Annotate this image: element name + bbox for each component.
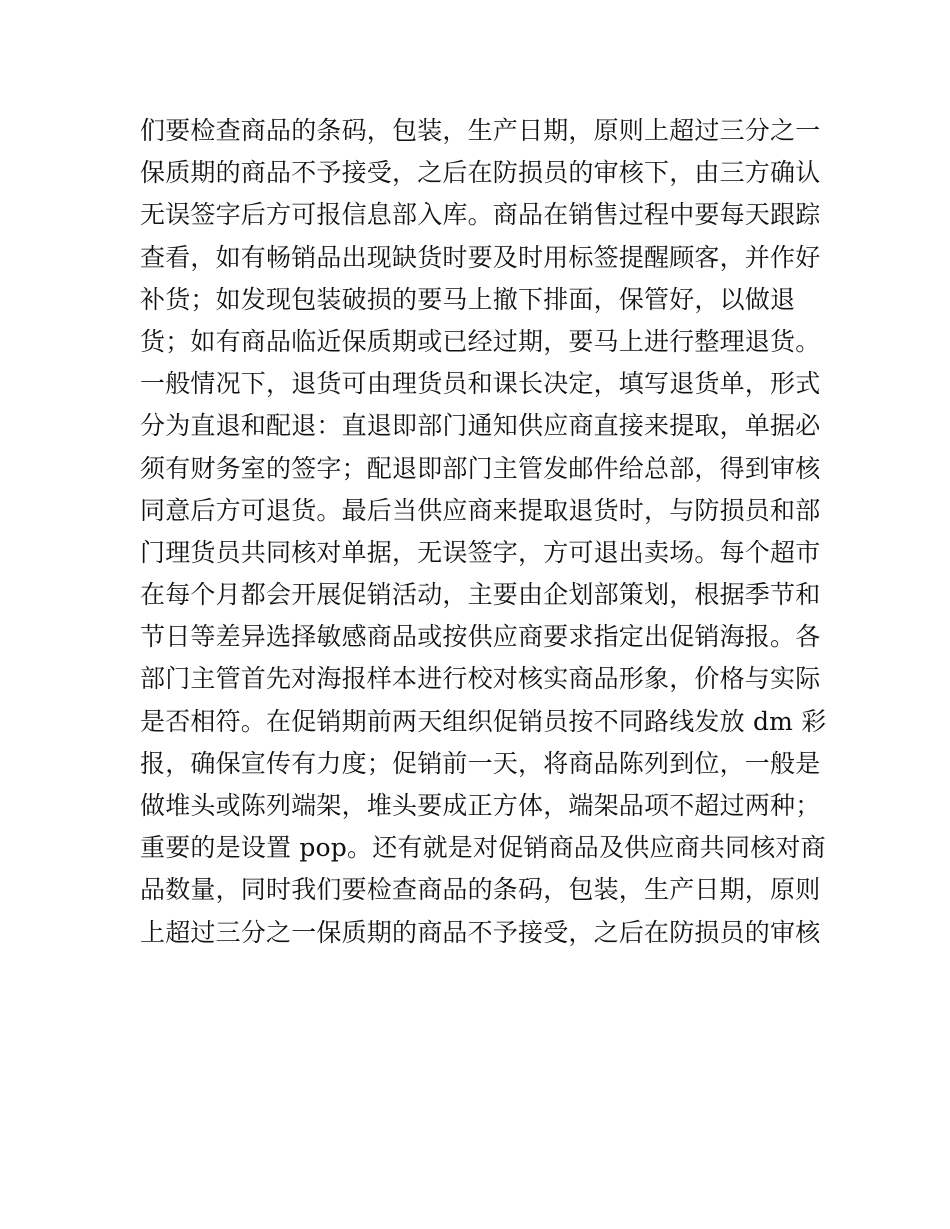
text-line: 无误签字后方可报信息部入库。商品在销售过程中要每天跟踪 xyxy=(140,200,821,230)
text-line: 同意后方可退货。最后当供应商来提取退货时，与防损员和部 xyxy=(140,495,821,525)
text-line: 门理货员共同核对单据，无误签字，方可退出卖场。每个超市 xyxy=(140,537,821,567)
text-line: 分为直退和配退：直退即部门通知供应商直接来提取，单据必 xyxy=(140,411,821,441)
text-line: 是否相符。在促销期前两天组织促销员按不同路线发放 dm 彩 xyxy=(140,706,827,736)
text-line: 节日等差异选择敏感商品或按供应商要求指定出促销海报。各 xyxy=(140,622,821,652)
text-line: 货；如有商品临近保质期或已经过期，要马上进行整理退货。 xyxy=(140,326,821,356)
text-line: 一般情况下，退货可由理货员和课长决定，填写退货单，形式 xyxy=(140,369,821,399)
text-line: 须有财务室的签字；配退即部门主管发邮件给总部，得到审核 xyxy=(140,453,821,483)
text-line: 保质期的商品不予接受，之后在防损员的审核下，由三方确认 xyxy=(140,158,821,188)
text-line: 重要的是设置 pop。还有就是对促销商品及供应商共同核对商 xyxy=(140,833,826,863)
body-text xyxy=(140,110,827,954)
text-line: 在每个月都会开展促销活动，主要由企划部策划，根据季节和 xyxy=(140,580,821,610)
text-line: 上超过三分之一保质期的商品不予接受，之后在防损员的审核 xyxy=(140,917,821,947)
text-line: 报，确保宣传有力度；促销前一天，将商品陈列到位，一般是 xyxy=(140,748,821,778)
text-line: 们要检查商品的条码，包装，生产日期，原则上超过三分之一 xyxy=(140,116,821,145)
text-line: 品数量，同时我们要检查商品的条码，包装，生产日期，原则 xyxy=(140,875,821,905)
text-line: 补货；如发现包装破损的要马上撤下排面，保管好，以做退 xyxy=(140,284,796,314)
text-line: 部门主管首先对海报样本进行校对核实商品形象，价格与实际 xyxy=(140,664,821,694)
text-line: 查看，如有畅销品出现缺货时要及时用标签提醒顾客，并作好 xyxy=(140,242,821,272)
text-line: 做堆头或陈列端架，堆头要成正方体，端架品项不超过两种； xyxy=(140,791,821,820)
